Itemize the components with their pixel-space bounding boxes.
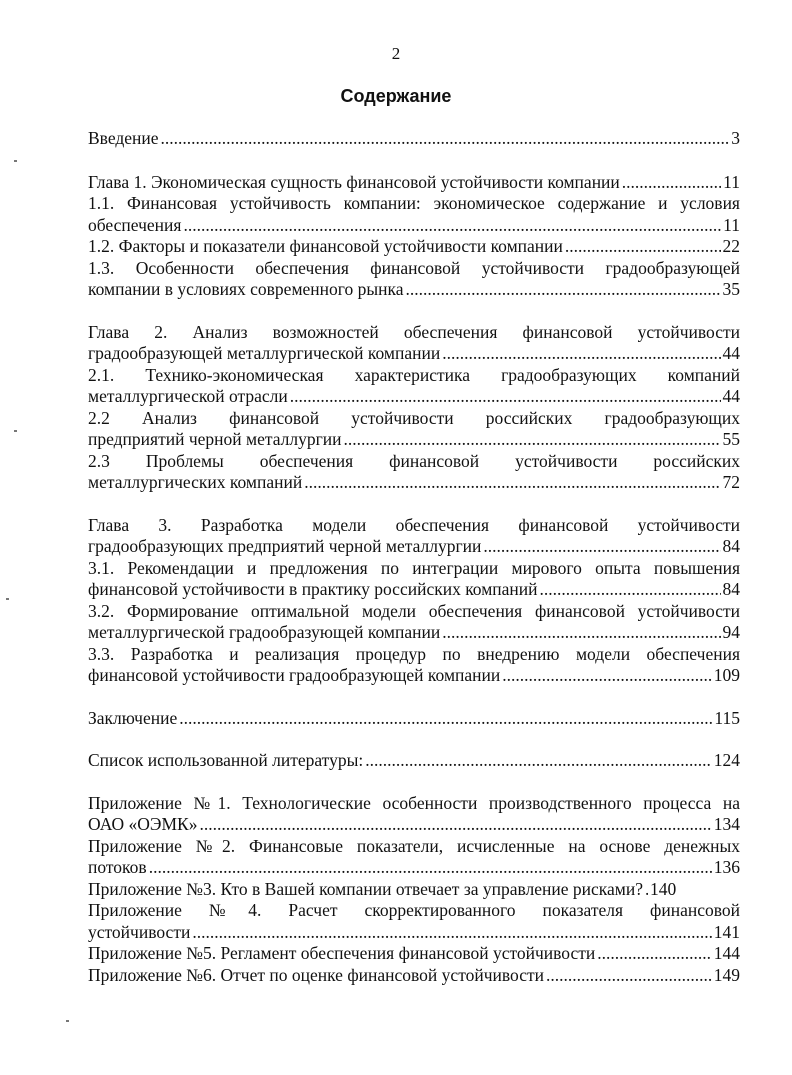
toc-entry-appendix-6 [88, 965, 740, 987]
toc-text: потоков [88, 857, 147, 877]
toc-page-number: 134 [713, 814, 740, 834]
toc-text: 1.2. Факторы и показатели финансовой устойчивости компании [88, 236, 563, 256]
toc-entry-2-1 [88, 365, 740, 408]
toc-text: обеспечения [88, 214, 182, 235]
toc-text: градообразующей металлургической компании [88, 343, 441, 363]
toc-page-number: 109 [713, 665, 740, 685]
leader-dots [179, 708, 712, 730]
toc-text-lead: 2.2 Анализ финансовой устойчивости российских градообразующих [88, 407, 740, 428]
toc-page-number: 35 [722, 279, 740, 299]
toc-page-number: 44 [722, 343, 740, 363]
toc-text: металлургической отрасли [88, 386, 288, 406]
toc-entry-3-3 [88, 644, 740, 687]
toc-text-lead: Приложение №4. Расчет скорректированного показателя финансовой [88, 900, 740, 920]
toc-entry-3-1 [88, 558, 740, 601]
toc-entry-chapter-2 [88, 322, 740, 365]
toc-page-number: 124 [713, 750, 740, 770]
toc-entry-introduction [88, 128, 740, 150]
toc-entry-3-2 [88, 601, 740, 644]
toc-text: Приложение №6. Отчет по оценке финансовой устойчивости [88, 964, 544, 985]
leader-dots [365, 750, 712, 772]
toc-entry-chapter-1 [88, 172, 740, 194]
toc-text: Приложение №5. Регламент обеспечения финансовой устойчивости [88, 943, 596, 963]
toc-text: Глава 1. Экономическая сущность финансовой устойчивости компании [88, 171, 620, 192]
toc-entry-2-2 [88, 408, 740, 451]
scan-speck [6, 598, 9, 600]
leader-dots [344, 429, 721, 451]
toc-text: Список использованной литературы: [88, 750, 364, 770]
toc-page-number: 22 [722, 236, 740, 256]
toc-text-lead: 1.1. Финансовая устойчивость компании: экономическое содержание и условия [88, 193, 740, 213]
toc-text-lead: Глава 3. Разработка модели обеспечения финансовой устойчивости [88, 514, 740, 535]
leader-dots [540, 579, 721, 601]
toc-entry-references [88, 750, 740, 772]
toc-entry-appendix-5 [88, 943, 740, 965]
toc-text: устойчивости [88, 921, 191, 942]
toc-page-number: 149 [713, 964, 740, 985]
leader-dots [406, 279, 721, 301]
toc-text-lead: 3.1. Рекомендации и предложения по интеграции мирового опыта повышения [88, 557, 740, 578]
toc-page-number: 144 [713, 943, 740, 963]
toc-text: финансовой устойчивости градообразующей компании [88, 665, 501, 685]
toc-text: Введение [88, 128, 159, 148]
toc-text-lead: 3.3. Разработка и реализация процедур по внедрению модели обеспечения [88, 643, 740, 664]
scan-speck [14, 430, 17, 432]
toc-entry-1-2 [88, 236, 740, 258]
toc-entry-conclusion [88, 708, 740, 730]
scan-speck [14, 160, 17, 162]
toc-page-number: 141 [713, 921, 740, 942]
toc-page-number: 11 [723, 171, 740, 192]
leader-dots [502, 665, 711, 687]
toc-entry-1-3 [88, 258, 740, 301]
toc-page-number: 84 [722, 536, 740, 556]
toc-text-lead: Приложение №1. Технологические особенности производственного процесса на [88, 792, 740, 813]
toc-text-lead: 2.1. Технико-экономическая характеристика градообразующих компаний [88, 364, 740, 385]
toc-text: предприятий черной металлургии [88, 429, 342, 449]
leader-dots [149, 857, 712, 879]
leader-dots [622, 172, 721, 194]
toc-page-number: 3 [731, 128, 740, 148]
leader-dots [565, 236, 721, 258]
toc-page-number: 115 [714, 707, 740, 728]
leader-dots [290, 386, 721, 408]
leader-dots [442, 343, 720, 365]
toc-text: финансовой устойчивости в практику российских компаний [88, 579, 538, 599]
toc-text-lead: Приложение №2. Финансовые показатели, исчисленные на основе денежных [88, 835, 740, 856]
leader-dots [183, 215, 721, 237]
toc-entry-appendix-4 [88, 900, 740, 943]
scan-speck [66, 1020, 69, 1022]
leader-dots [442, 622, 720, 644]
leader-dots [304, 472, 720, 494]
leader-dots [597, 943, 711, 965]
toc-entry-appendix-2 [88, 836, 740, 879]
toc-text: градообразующих предприятий черной металлургии [88, 536, 482, 556]
toc-page-number: 11 [723, 214, 740, 235]
toc-entry-chapter-3 [88, 515, 740, 558]
toc-text-lead: 1.3. Особенности обеспечения финансовой устойчивости градообразующей [88, 257, 740, 278]
leader-dots [546, 965, 712, 987]
page-number: 2 [391, 44, 401, 63]
leader-dots [161, 128, 730, 150]
toc-entry-appendix-1 [88, 793, 740, 836]
toc-entry-1-1 [88, 193, 740, 236]
toc-text-lead: 2.3 Проблемы обеспечения финансовой устойчивости российских [88, 450, 740, 471]
toc-text-lead: 3.2. Формирование оптимальной модели обеспечения финансовой устойчивости [88, 600, 740, 621]
toc-page-number: 94 [722, 622, 740, 642]
toc-text-lead: Глава 2. Анализ возможностей обеспечения финансовой устойчивости [88, 321, 740, 342]
toc-text: Заключение [88, 707, 178, 728]
toc-page-number: 136 [713, 857, 740, 877]
leader-dots [645, 879, 648, 901]
toc-text: Приложение №3. Кто в Вашей компании отвечает за управление рисками? [88, 878, 644, 899]
page-title: Содержание [340, 86, 452, 106]
toc-text: металлургических компаний [88, 472, 303, 492]
leader-dots [192, 922, 711, 944]
leader-dots [483, 536, 720, 558]
toc-text: компании в условиях современного рынка [88, 279, 404, 299]
table-of-contents [88, 128, 740, 986]
toc-text: металлургической градообразующей компании [88, 622, 441, 642]
toc-entry-2-3 [88, 451, 740, 494]
leader-dots [199, 814, 711, 836]
toc-page-number: 72 [722, 472, 740, 492]
toc-page-number: 140 [650, 878, 677, 899]
toc-text: ОАО «ОЭМК» [88, 814, 198, 834]
toc-page-number: 44 [722, 386, 740, 406]
toc-entry-appendix-3 [88, 879, 740, 901]
toc-page-number: 84 [722, 579, 740, 599]
toc-page-number: 55 [722, 429, 740, 449]
